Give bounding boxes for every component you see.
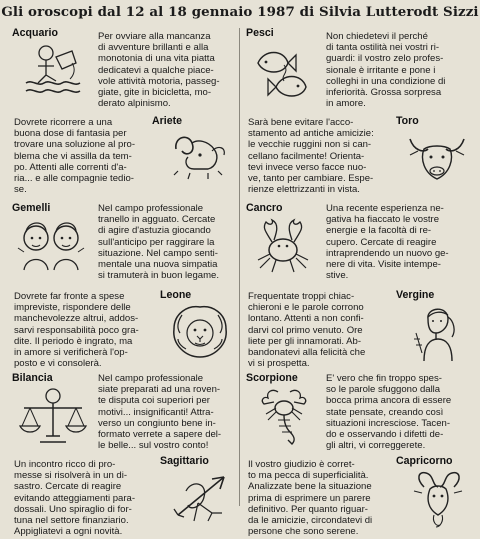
aquarius-icon xyxy=(16,41,90,103)
leo-icon xyxy=(168,303,232,361)
horoscope-entry-capricorno xyxy=(246,455,476,539)
horoscope-text-bilancia: Nel campo professionale siate preparati ad una roven- te disputa coi superiori per motivi... insignificanti! Attra- verso un congiunto bene in- formato verrete a sapere del- le belle... sul vostro conto! xyxy=(98,373,222,452)
horoscope-text-capricorno: Il vostro giudizio è corret- to ma pecca di superficialità. Analizzate bene la situazione prima di esprimere un parere definitivo. Per quanto riguar- da le amicizie, circondatevi di persone che sono serene. xyxy=(248,459,373,538)
horoscope-text-vergine: Frequentate troppi chiac- chieroni e le parole corrono lontano. Attenti a non confi- darvi col primo venuto. Ore liete per gli innamorati. Ab- bandonatevi alla felicità che vi si prospetta. xyxy=(248,291,366,370)
aries-icon xyxy=(168,131,230,183)
horoscope-entry-vergine xyxy=(246,289,476,372)
horoscope-entry-pesci xyxy=(246,27,476,113)
pisces-icon xyxy=(250,43,314,103)
horoscope-text-gemelli: Nel campo professionale tranello in agguato. Cercate di agire d'astuzia giocando sull'anticipo per raggirare la situazione. Nel campo senti- mentale una nuova simpatia si tramuterà in buon legame. xyxy=(98,203,219,282)
sign-name-capricorno: Capricorno xyxy=(396,455,453,467)
sign-name-toro: Toro xyxy=(396,115,419,127)
page-title: Gli oroscopi dal 12 al 18 gennaio 1987 di Silvia Lutterodt Sizzi xyxy=(1,4,479,20)
horoscope-entry-bilancia xyxy=(12,372,240,455)
sign-name-leone: Leone xyxy=(160,289,192,301)
horoscope-text-sagittario: Un incontro ricco di pro- messe si risolverà in un di- sastro. Cercate di reagire evitando atteggiamenti para- dossali. Uno spiraglio di for- tuna nel settore finanziario. Appigliatevi a ogni novità. xyxy=(14,459,136,538)
sign-name-cancro: Cancro xyxy=(246,202,283,214)
horoscope-text-pesci: Non chiedetevi il perché di tanta ostilità nei vostri ri- guardi: il vostro zelo profes- sionale è irritante e pone i colleghi in una condizione di inferiorità. Grossa sorpresa in amore. xyxy=(326,31,446,110)
horoscope-text-leone: Dovrete far fronte a spese impreviste, rispondere delle manchevolezze altrui, addos- sarvi responsabilità poco gra- dite. Il periodo è ingrato, ma in amore si verificherà l'op- posto e vi consolerà. xyxy=(14,291,139,370)
cancer-icon xyxy=(252,216,314,276)
horoscope-entry-acquario xyxy=(12,27,240,113)
horoscope-entry-leone xyxy=(12,289,240,372)
horoscope-text-acquario: Per ovviare alla mancanza di avventure brillanti e alla monotonia di una vita piatta dedicatevi a qualche piace- vole attività motoria, passeg- giate, gite in bicicletta, mo- derato alpinismo. xyxy=(98,31,220,110)
horoscope-text-ariete: Dovrete ricorrere a una buona dose di fantasia per trovare una soluzione al pro- blema che vi assilla da tem- po. Attenti alle correnti d'a- ria... e alle compagnie tedio- se. xyxy=(14,117,135,196)
left-column xyxy=(12,27,240,539)
horoscope-entry-gemelli xyxy=(12,202,240,289)
libra-icon xyxy=(16,386,90,448)
horoscope-entry-ariete xyxy=(12,113,240,202)
taurus-icon xyxy=(404,129,470,185)
horoscope-entry-cancro xyxy=(246,202,476,289)
sign-name-acquario: Acquario xyxy=(12,27,58,39)
virgo-icon xyxy=(406,303,468,363)
horoscope-text-toro: Sarà bene evitare l'acco- stamento ad antiche amicizie: le vecchie ruggini non si can- cellano facilmente! Orienta- tevi invece verso facce nuo- ve, tanto per cambiare. Espe- rienze elettrizzanti in vista. xyxy=(248,117,374,196)
sign-name-sagittario: Sagittario xyxy=(160,455,209,467)
horoscope-entry-toro xyxy=(246,113,476,202)
sign-name-pesci: Pesci xyxy=(246,27,274,39)
gemini-icon xyxy=(14,218,90,276)
capricorn-icon xyxy=(408,469,470,529)
sign-name-ariete: Ariete xyxy=(152,115,183,127)
horoscope-text-cancro: Una recente esperienza ne- gativa ha fiaccato le vostre energie e la facoltà di re- cupero. Cercate di reagire intraprendendo un nuovo ge- nere di vita. Visite intempe- stive. xyxy=(326,203,449,282)
scorpio-icon xyxy=(254,386,314,448)
sign-name-scorpione: Scorpione xyxy=(246,372,298,384)
sign-name-vergine: Vergine xyxy=(396,289,435,301)
sign-name-bilancia: Bilancia xyxy=(12,372,53,384)
right-column xyxy=(246,27,476,539)
horoscope-entry-sagittario xyxy=(12,455,240,539)
horoscope-text-scorpione: E' vero che fin troppo spes- so le parole sfuggono dalla bocca prima ancora di essere state pensate, creando così situazioni incresciose. Tacen- do e osservando i difetti de- gli altri, vi correggerete. xyxy=(326,373,452,452)
sagittarius-icon xyxy=(168,469,234,525)
horoscope-entry-scorpione xyxy=(246,372,476,455)
sign-name-gemelli: Gemelli xyxy=(12,202,51,214)
